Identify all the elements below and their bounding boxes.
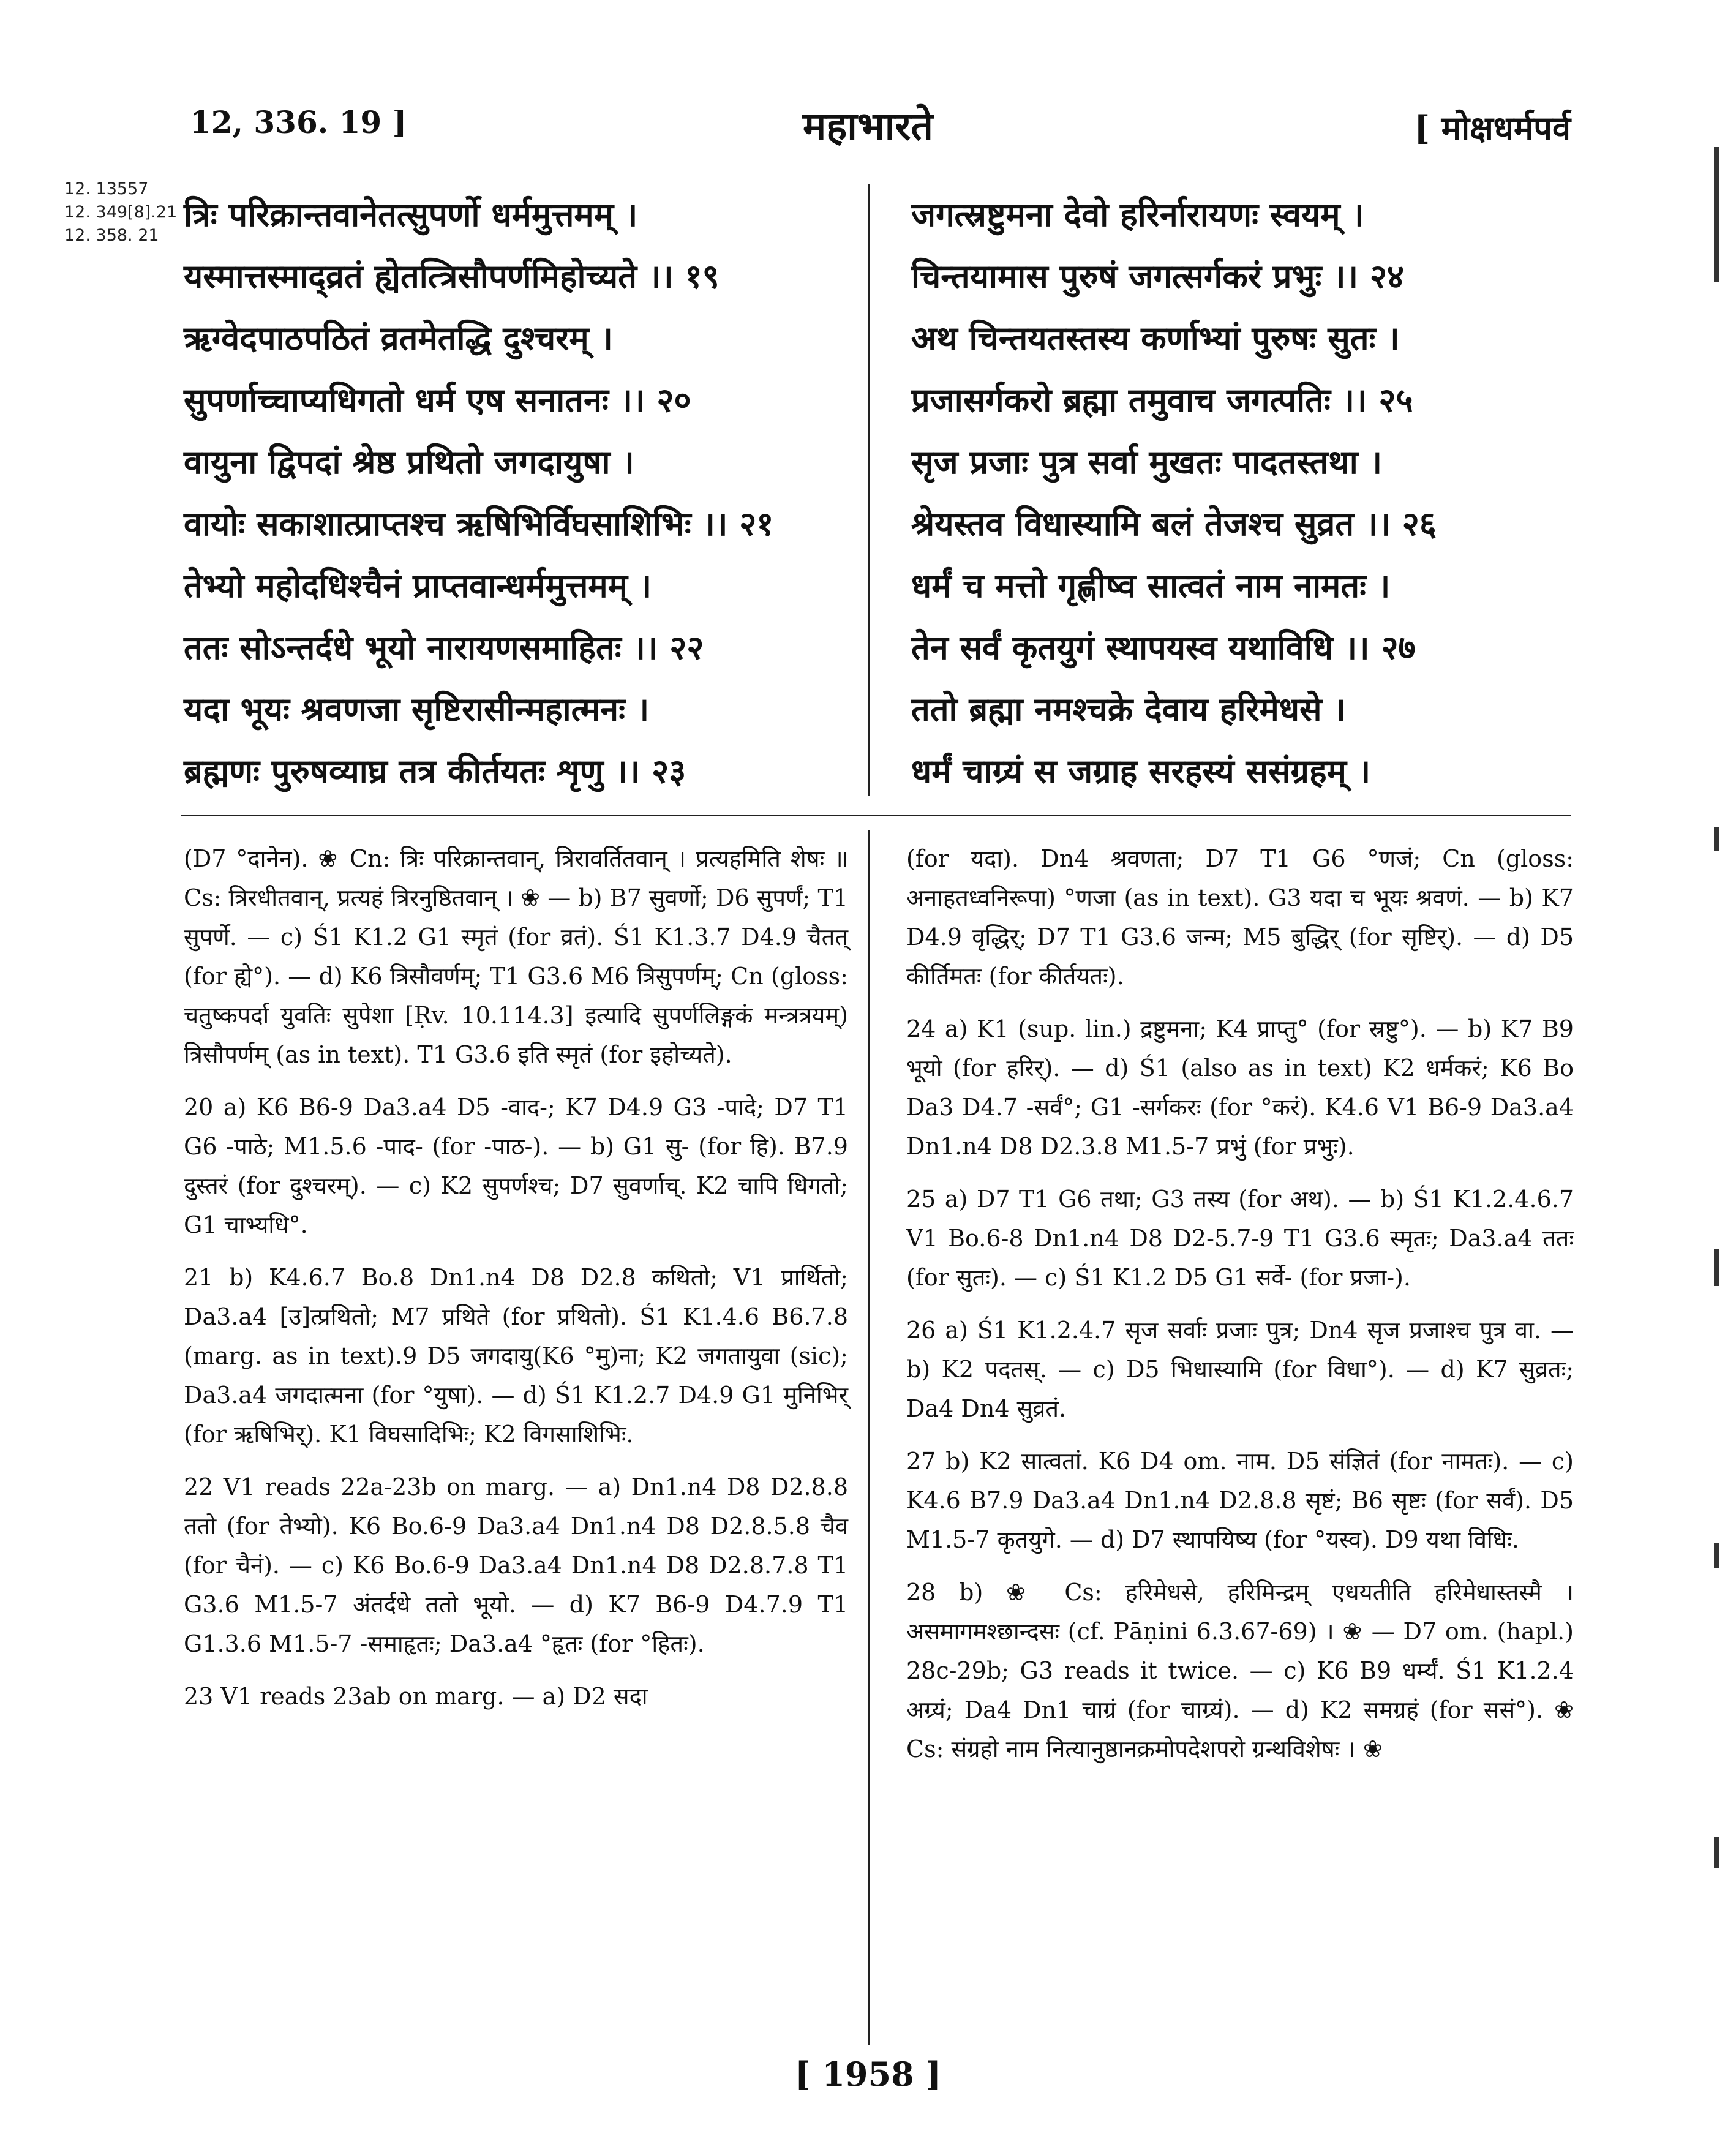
concordance-ref: 12. 358. 21 xyxy=(64,226,159,245)
critical-apparatus-right xyxy=(906,839,1574,1782)
verse-line: अथ चिन्तयतस्तस्य कर्णाभ्यां पुरुषः सुतः । xyxy=(911,318,1400,358)
critical-apparatus-left xyxy=(184,839,848,1729)
apparatus-note: 28 b) ❀ Cs: हरिमेधसे, हरिमिन्द्रम् एधयतीति हरिमेधास्तस्मै । असमागमश्छान्दसः (cf. Pāṇini 6.3.67-69) । ❀ — D7 om. (hapl.) 28c-29b; G3 reads it twice. — c) K6 B9 धर्म्यं. Ś1 K1.2.4 अग्र्यं; Da4 Dn1 चाग्रं (for चाग्र्यं). — d) K2 समग्रहं (for ससं°). ❀ Cs: संग्रहो नाम नित्यानुष्ठानक्रमोपदेशपरो ग्रन्थविशेषः । ❀ xyxy=(906,1579,1574,1763)
verse-column-left xyxy=(184,184,845,802)
apparatus-note: (for यदा). Dn4 श्रवणता; D7 T1 G6 °णजं; Cn (gloss: अनाहतध्वनिरूपा) °णजा (as in text). G3 यदा च भूयः श्रवणं. — b) K7 D4.9 वृद्धिर्; D7 T1 G3.6 जन्म; M5 बुद्धिर् (for सृष्टिर्). — d) D5 कीर्तिमतः (for कीर्तयतः). xyxy=(906,845,1574,990)
verse-line: सुपर्णाच्चाप्यधिगतो धर्म एष सनातनः ।। २० xyxy=(184,380,691,420)
verse-line: ब्रह्मणः पुरुषव्याघ्र तत्र कीर्तयतः शृणु ।। २३ xyxy=(184,751,686,791)
apparatus-note: 22 V1 reads 22a-23b on marg. — a) Dn1.n4 D8 D2.8.8 ततो (for तेभ्यो). K6 Bo.6-9 Da3.a4 Dn1.n4 D8 D2.8.5.8 चैव (for चैनं). — c) K6 Bo.6-9 Da3.a4 Dn1.n4 D8 D2.8.7.8 T1 G3.6 M1.5-7 अंतर्दधे ततो भूयो. — d) K7 B6-9 D4.7.9 T1 G1.3.6 M1.5-7 -समाहृतः; Da3.a4 °हृतः (for °हितः). xyxy=(184,1473,848,1657)
verse-line: तेभ्यो महोदधिश्चैनं प्राप्तवान्धर्ममुत्तमम् । xyxy=(184,566,652,605)
apparatus-note: 27 b) K2 सात्वतां. K6 D4 om. नाम. D5 संज्ञितं (for नामतः). — c) K4.6 B7.9 Da3.a4 Dn1.n4 D2.8.8 सृष्टं; B6 सृष्टः (for सर्वं). D5 M1.5-7 कृतयुगे. — d) D7 स्थापयिष्य (for °यस्व). D9 यथा विधिः. xyxy=(906,1448,1574,1553)
apparatus-note: (D7 °दानेन). ❀ Cn: त्रिः परिक्रान्तवान्, त्रिरावर्तितवान् । प्रत्यहमिति शेषः ॥ Cs: त्रिरधीतवान्, प्रत्यहं त्रिरनुष्ठितवान् । ❀ — b) B7 सुवर्णो; D6 सुपर्णं; T1 सुपर्णे. — c) Ś1 K1.2 G1 स्मृतं (for व्रतं). Ś1 K1.3.7 D4.9 चैतत् (for ह्ये°). — d) K6 त्रिसौवर्णम्; T1 G3.6 M6 त्रिसुपर्णम्; Cn (gloss: चतुष्कपर्दा युवतिः सुपेशा [Ṛv. 10.114.3] इत्यादि सुपर्णलिङ्गकं मन्त्रत्रयम्) त्रिसौपर्णम् (as in text). T1 G3.6 इति स्मृतं (for इहोच्यते). xyxy=(184,845,848,1068)
verse-line: त्रिः परिक्रान्तवानेतत्सुपर्णो धर्ममुत्तमम् । xyxy=(184,195,638,234)
verse-line: वायुना द्विपदां श्रेष्ठ प्रथितो जगदायुषा । xyxy=(184,442,634,481)
verse-reference-header: 12, 336. 19 ] xyxy=(190,104,407,140)
verse-line: चिन्तयामास पुरुषं जगत्सर्गकरं प्रभुः ।। २४ xyxy=(911,257,1405,296)
verse-line: ततः सोऽन्तर्दधे भूयो नारायणसमाहितः ।। २२ xyxy=(184,628,704,667)
apparatus-note: 24 a) K1 (sup. lin.) द्रष्टुमना; K4 प्राप्तु° (for स्रष्टु°). — b) K7 B9 भूयो (for हरिर्). — d) Ś1 (also as in text) K2 धर्मकरं; K6 Bo Da3 D4.7 -सर्वं°; G1 -सर्गकरः (for °करं). K4.6 V1 B6-9 Da3.a4 Dn1.n4 D8 D2.3.8 M1.5-7 प्रभुं (for प्रभुः). xyxy=(906,1015,1574,1160)
verse-line: जगत्स्रष्टुमना देवो हरिर्नारायणः स्वयम् । xyxy=(911,195,1364,234)
concordance-ref: 12. 13557 xyxy=(64,179,149,198)
apparatus-note: 26 a) Ś1 K1.2.4.7 सृज सर्वाः प्रजाः पुत्र; Dn4 सृज प्रजाश्च पुत्र वा. — b) K2 पदतस्. — c) D5 भिधास्यामि (for विधा°). — d) K7 सुव्रतः; Da4 Dn4 सुव्रतं. xyxy=(906,1317,1574,1422)
book-title-header: महाभारते xyxy=(802,103,934,149)
verse-line: धर्मं च मत्तो गृह्णीष्व सात्वतं नाम नामतः । xyxy=(911,566,1391,605)
concordance-ref: 12. 349[8].21 xyxy=(64,203,178,222)
column-divider xyxy=(868,830,870,2045)
column-divider xyxy=(868,184,870,796)
apparatus-note: 23 V1 reads 23ab on marg. — a) D2 सदा xyxy=(184,1683,648,1710)
verse-line: ततो ब्रह्मा नमश्चक्रे देवाय हरिमेधसे । xyxy=(911,690,1346,729)
concordance-refs xyxy=(64,178,177,247)
verse-line: प्रजासर्गकरो ब्रह्मा तमुवाच जगत्पतिः ।। २५ xyxy=(911,380,1413,420)
verse-line: ऋग्वेदपाठपठितं व्रतमेतद्धि दुश्चरम् । xyxy=(184,318,613,358)
apparatus-note: 20 a) K6 B6-9 Da3.a4 D5 -वाद-; K7 D4.9 G3 -पादे; D7 T1 G6 -पाठे; M1.5.6 -पाद- (for -पाठ-). — b) G1 सु- (for हि). B7.9 दुस्तरं (for दुश्चरम्). — c) K2 सुपर्णश्च; D7 सुवर्णाच्. K2 चापि धिगतो; G1 चाभ्यधि°. xyxy=(184,1094,848,1238)
verse-line: सृज प्रजाः पुत्र सर्वा मुखतः पादतस्तथा । xyxy=(911,442,1383,481)
verse-column-right xyxy=(911,184,1573,802)
verse-line: धर्मं चाग्र्यं स जग्राह सरहस्यं ससंग्रहम् । xyxy=(911,751,1371,791)
verse-line: वायोः सकाशात्प्राप्तश्च ऋषिभिर्विघसाशिभिः ।। २१ xyxy=(184,504,774,543)
verse-line: यस्मात्तस्माद्व्रतं ह्येतत्त्रिसौपर्णमिहोच्यते ।। १९ xyxy=(184,257,720,296)
page-number: [ 1958 ] xyxy=(795,2055,941,2094)
scan-edge-marks xyxy=(1699,0,1736,2141)
section-title-header: [ मोक्षधर्मपर्व xyxy=(1414,108,1571,148)
apparatus-note: 21 b) K4.6.7 Bo.8 Dn1.n4 D8 D2.8 कथितो; V1 प्रार्थितो; Da3.a4 [उ]त्प्रथितो; M7 प्रथिते (for प्रथितो). Ś1 K1.4.6 B6.7.8 (marg. as in text).9 D5 जगदायु(K6 °मु)ना; K2 जगतायुवा (sic); Da3.a4 जगदात्मना (for °युषा). — d) Ś1 K1.2.7 D4.9 G1 मुनिभिर् (for ऋषिभिर्). K1 विघसादिभिः; K2 विगसाशिभिः. xyxy=(184,1264,848,1448)
apparatus-separator xyxy=(181,815,1571,816)
verse-line: यदा भूयः श्रवणजा सृष्टिरासीन्महात्मनः । xyxy=(184,690,650,729)
apparatus-note: 25 a) D7 T1 G6 तथा; G3 तस्य (for अथ). — b) Ś1 K1.2.4.6.7 V1 Bo.6-8 Dn1.n4 D8 D2-5.7-9 T1 G3.6 स्मृतः; Da3.a4 ततः (for सुतः). — c) Ś1 K1.2 D5 G1 सर्वे- (for प्रजा-). xyxy=(906,1186,1574,1291)
verse-line: श्रेयस्तव विधास्यामि बलं तेजश्च सुव्रत ।। २६ xyxy=(911,504,1437,543)
verse-line: तेन सर्वं कृतयुगं स्थापयस्व यथाविधि ।। २७ xyxy=(911,628,1416,667)
